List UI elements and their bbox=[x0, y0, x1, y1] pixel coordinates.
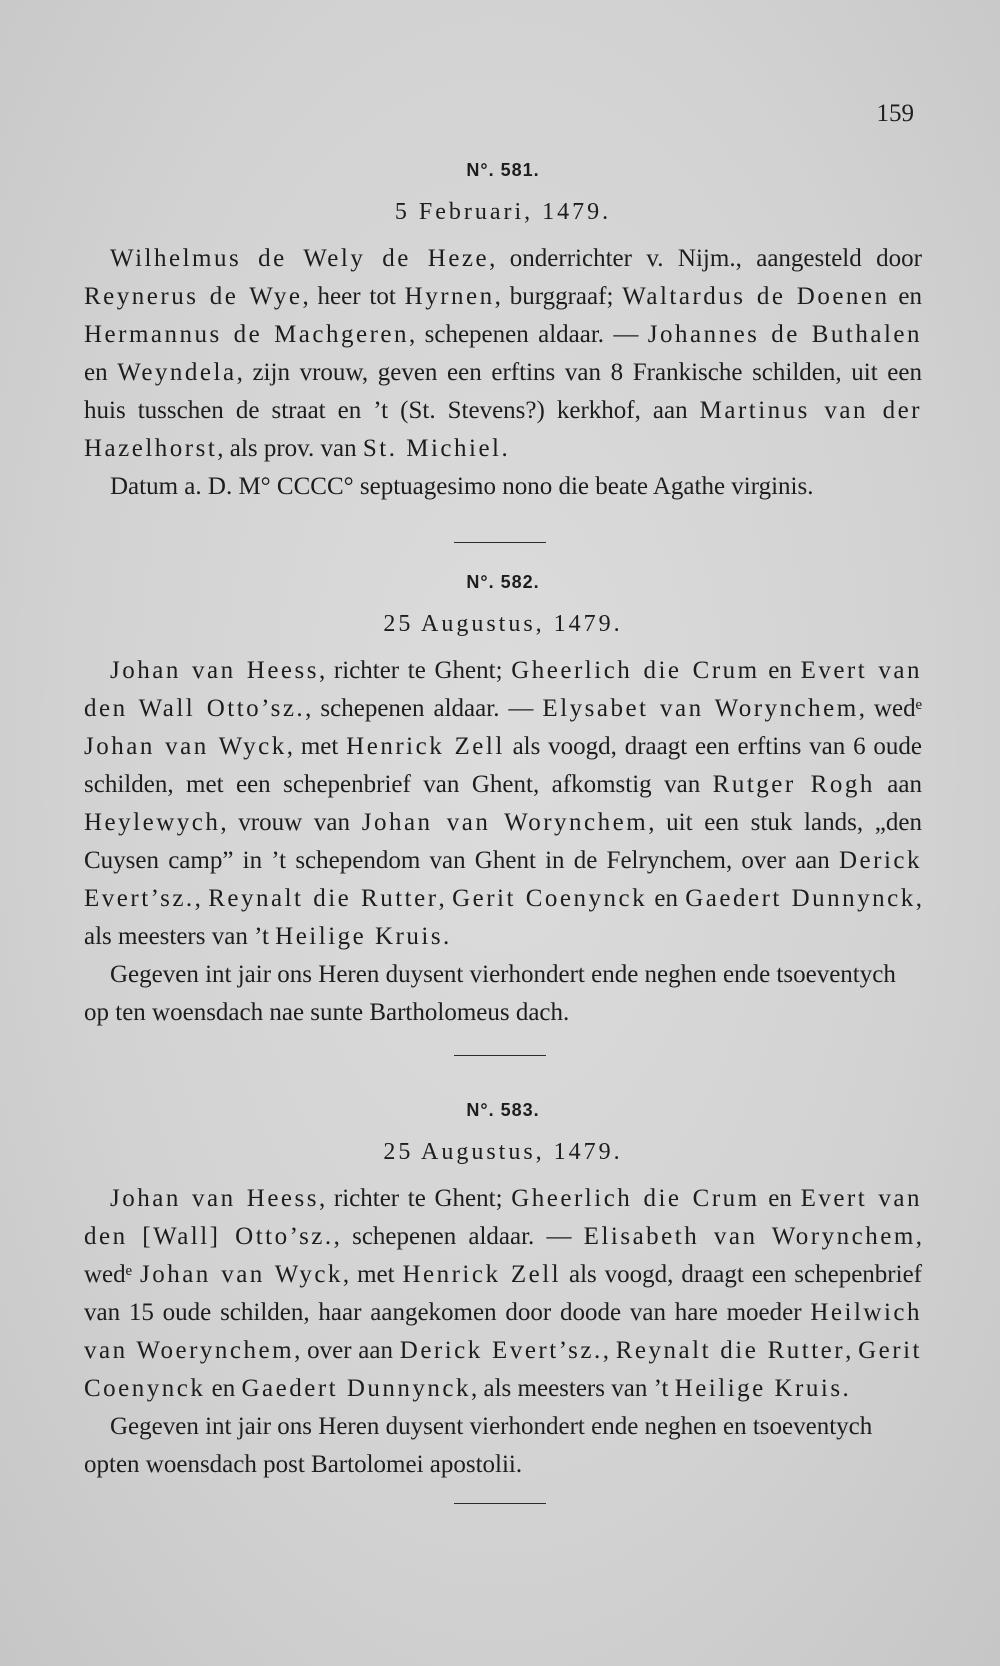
entry-body bbox=[84, 652, 922, 956]
name-spaced: Johan van Wyck bbox=[84, 733, 287, 760]
name-spaced: Heilwich van Woerynchem bbox=[84, 1299, 922, 1364]
entry-body bbox=[84, 1180, 922, 1408]
body-text: , schepenen aldaar. — bbox=[409, 321, 648, 348]
body-text: aan bbox=[874, 771, 922, 798]
body-text: en bbox=[759, 1185, 801, 1212]
name-spaced: Johan van Worynchem bbox=[361, 809, 649, 836]
name-spaced: Martinus van der Hazelhorst bbox=[84, 397, 922, 462]
body-text: , schepenen aldaar. — bbox=[333, 1223, 584, 1250]
body-text: , vrouw van bbox=[220, 809, 362, 836]
body-text: en bbox=[759, 657, 801, 684]
name-spaced: Heylewych bbox=[84, 809, 221, 836]
body-text: , schepenen aldaar. — bbox=[305, 695, 543, 722]
name-spaced: Hyrnen bbox=[404, 283, 495, 310]
name-spaced: Gheerlich die Crum bbox=[511, 657, 760, 684]
charter-entry bbox=[84, 160, 922, 506]
name-spaced: Reynerus de Wye bbox=[84, 283, 303, 310]
body-text: , zijn vrouw, geven een erftins van 8 Frankische schilden, uit een huis tusschen de straat en ’t (St. Stevens?) kerkhof, aan bbox=[84, 359, 922, 424]
body-text: , als prov. van bbox=[217, 435, 363, 462]
name-spaced: Gaedert Dunnynck bbox=[241, 1375, 471, 1402]
body-text: , heer tot bbox=[302, 283, 405, 310]
page-number: 159 bbox=[876, 100, 914, 127]
name-spaced: Henrick Zell bbox=[346, 733, 505, 760]
entry-dating: Datum a. D. M° CCCC° septuagesimo nono die beate Agathe virginis. bbox=[110, 473, 814, 500]
name-spaced: Evert van den Wall Otto’sz. bbox=[84, 657, 922, 722]
charter-entry bbox=[84, 1100, 922, 1484]
separator-rule bbox=[454, 1503, 546, 1504]
name-spaced: Johan van Wyck bbox=[139, 1261, 343, 1288]
entry-dating: Gegeven int jair ons Heren duysent vierhondert ende neghen en tsoeventych opten woensdach post Bartolomei apostolii. bbox=[84, 1413, 873, 1478]
name-spaced: Heilige Kruis bbox=[674, 1375, 843, 1402]
body-text: , wedᵉ bbox=[84, 1223, 923, 1288]
body-text: . bbox=[501, 435, 508, 462]
name-spaced: Johan van Heess bbox=[110, 657, 319, 684]
name-spaced: Gerit Coenynck bbox=[452, 885, 648, 912]
entry-date: 25 Augustus, 1479. bbox=[383, 611, 623, 637]
name-spaced: Gerit Coenynck bbox=[84, 1337, 922, 1402]
body-text: , wedᵉ bbox=[858, 695, 922, 722]
separator-rule bbox=[454, 542, 546, 543]
body-text: en bbox=[205, 1375, 242, 1402]
body-text: , richter te Ghent; bbox=[318, 1185, 512, 1212]
name-spaced: Weyndela bbox=[117, 359, 237, 386]
name-spaced: Gheerlich die Crum bbox=[511, 1185, 760, 1212]
name-spaced: Derick Evert’sz. bbox=[399, 1337, 603, 1364]
name-spaced: Rutger Rogh bbox=[712, 771, 875, 798]
body-text: , met bbox=[342, 1261, 403, 1288]
entry-date: 5 Februari, 1479. bbox=[394, 199, 612, 225]
body-text: , als meesters van ’t bbox=[84, 885, 923, 950]
name-spaced: Henrick Zell bbox=[402, 1261, 562, 1288]
name-spaced: Hermannus de Machgeren bbox=[84, 321, 410, 348]
charter-entry bbox=[84, 572, 922, 1032]
entry-number: N°. 582. bbox=[466, 572, 540, 592]
body-text: , onderrichter v. Nijm., aangesteld door bbox=[489, 245, 922, 272]
body-text: , bbox=[845, 1337, 859, 1364]
name-spaced: Johannes de Buthalen bbox=[647, 321, 922, 348]
body-text: , als meesters van ’t bbox=[471, 1375, 675, 1402]
body-text: , bbox=[194, 885, 209, 912]
body-text: , met bbox=[286, 733, 347, 760]
entry-number: N°. 583. bbox=[466, 1100, 540, 1120]
name-spaced: Reynalt die Rutter bbox=[208, 885, 439, 912]
body-text: en bbox=[647, 885, 686, 912]
name-spaced: Reynalt die Rutter bbox=[615, 1337, 846, 1364]
name-spaced: Waltardus de Doenen bbox=[622, 283, 890, 310]
name-spaced: Elisabeth van Worynchem bbox=[583, 1223, 916, 1250]
entry-date: 25 Augustus, 1479. bbox=[383, 1139, 623, 1165]
body-text: . bbox=[443, 923, 450, 950]
body-text: , richter te Ghent; bbox=[318, 657, 512, 684]
name-spaced: Elysabet van Worynchem bbox=[542, 695, 859, 722]
separator-rule bbox=[454, 1055, 546, 1056]
name-spaced: Johan van Heess bbox=[110, 1185, 319, 1212]
name-spaced: Wilhelmus de Wely de Heze bbox=[110, 245, 490, 272]
entry-dating: Gegeven int jair ons Heren duysent vierhondert ende neghen ende tsoeventych op ten woensdach nae sunte Bartholomeus dach. bbox=[84, 961, 896, 1026]
body-text: en bbox=[84, 359, 118, 386]
name-spaced: Heilige Kruis bbox=[275, 923, 444, 950]
body-text: als voogd, draagt een erftins van 6 oude schilden, met een schepenbrief van Ghent, afkomstig van bbox=[84, 733, 922, 798]
body-text: , bbox=[438, 885, 453, 912]
name-spaced: St. Michiel bbox=[362, 435, 502, 462]
entry-number: N°. 581. bbox=[466, 160, 540, 180]
body-text: als voogd, draagt een schepenbrief van 15 oude schilden, haar aangekomen door doode van hare moeder bbox=[84, 1261, 922, 1326]
body-text: en bbox=[889, 283, 922, 310]
entry-body bbox=[84, 240, 922, 468]
body-text: , over aan bbox=[294, 1337, 400, 1364]
body-text: , bbox=[602, 1337, 616, 1364]
name-spaced: Gaedert Dunnynck bbox=[685, 885, 916, 912]
body-text: , uit een stuk lands, „den Cuysen camp” in ’t schependom van Ghent in de Felrynchem, over aan bbox=[84, 809, 922, 874]
name-spaced: Derick Evert’sz. bbox=[84, 847, 922, 912]
body-text: , burggraaf; bbox=[494, 283, 623, 310]
body-text: . bbox=[842, 1375, 849, 1402]
name-spaced: Evert van den [Wall] Otto’sz. bbox=[84, 1185, 922, 1250]
